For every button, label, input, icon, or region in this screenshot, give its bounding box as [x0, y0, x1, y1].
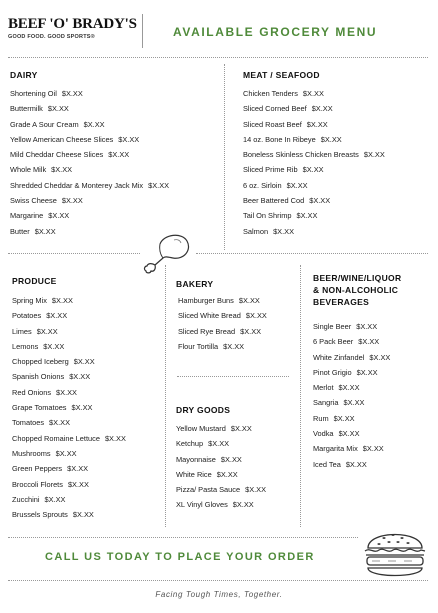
item-name: Chopped Romaine Lettuce: [12, 433, 100, 443]
item-name: Merlot: [313, 383, 334, 393]
item-name: Spring Mix: [12, 296, 47, 305]
section-title-line: & NON-ALCOHOLIC: [313, 285, 399, 295]
item-price: $X.XX: [208, 439, 230, 449]
item-name: Tomatoes: [12, 418, 45, 428]
item-price: $X.XX: [320, 134, 342, 144]
item-price: $X.XX: [51, 165, 73, 175]
item-price: $X.XX: [72, 510, 94, 520]
item-name: Butter: [10, 226, 30, 236]
item-name: Boneless Skinless Chicken Breasts: [243, 150, 359, 160]
list-item: [10, 101, 169, 116]
list-item: [243, 117, 385, 132]
list-item: [10, 86, 169, 101]
bakery-divider: [177, 376, 289, 377]
list-item: [176, 452, 266, 467]
item-price: $X.XX: [362, 444, 384, 454]
footer-rule: [8, 580, 428, 581]
item-name: XL Vinyl Gloves: [176, 500, 228, 510]
item-price: $X.XX: [49, 418, 70, 428]
list-item: [313, 350, 390, 365]
item-price: $X.XX: [55, 448, 77, 458]
dry-goods-list: [176, 421, 266, 513]
list-item: [243, 193, 385, 208]
item-price: $X.XX: [273, 226, 295, 236]
list-item: [243, 162, 385, 177]
list-item: [243, 132, 385, 147]
item-name: Swiss Cheese: [10, 196, 57, 206]
item-price: $X.XX: [296, 211, 318, 221]
list-item: [12, 324, 126, 339]
item-name: Shredded Cheddar & Monterey Jack Mix: [10, 180, 144, 190]
item-name: Margarita Mix: [313, 444, 358, 454]
list-item: [313, 319, 390, 334]
item-price: $X.XX: [73, 357, 95, 367]
item-price: $X.XX: [61, 89, 83, 98]
item-name: Sliced Rye Bread: [178, 326, 236, 336]
item-price: $X.XX: [104, 433, 126, 443]
list-item: [178, 324, 267, 339]
bakery-list: [178, 293, 267, 354]
item-name: Vodka: [313, 429, 334, 439]
item-name: Sliced Corned Beef: [243, 104, 307, 114]
column-divider: [165, 265, 166, 527]
section-title-line: BEER/WINE/LIQUOR: [313, 273, 402, 283]
item-price: $X.XX: [343, 398, 365, 408]
item-price: $X.XX: [61, 196, 83, 206]
section-title-produce: PRODUCE: [12, 276, 57, 286]
item-name: Rum: [313, 413, 329, 423]
item-name: Margarine: [10, 211, 44, 221]
list-item: [12, 446, 126, 461]
column-divider: [300, 265, 301, 527]
item-price: $X.XX: [333, 413, 355, 423]
item-price: $X.XX: [338, 429, 360, 439]
section-title-bakery: BAKERY: [176, 279, 214, 289]
item-name: Lemons: [12, 341, 39, 351]
item-name: Sliced Prime Rib: [243, 165, 298, 175]
item-price: $X.XX: [220, 454, 242, 464]
list-item: [178, 308, 267, 323]
item-name: Yellow American Cheese Slices: [10, 134, 114, 144]
section-title-dairy: DAIRY: [10, 70, 38, 80]
item-price: $X.XX: [34, 226, 56, 236]
list-item: [12, 293, 126, 308]
item-name: Whole Milk: [10, 165, 47, 175]
list-item: [178, 293, 267, 308]
item-name: Ketchup: [176, 439, 204, 449]
item-price: $X.XX: [67, 479, 89, 489]
item-name: Yellow Mustard: [176, 424, 226, 433]
list-item: [12, 431, 126, 446]
list-item: [176, 467, 266, 482]
list-item: [243, 101, 385, 116]
dairy-list: [10, 86, 169, 239]
item-price: $X.XX: [44, 494, 66, 504]
item-name: Chicken Tenders: [243, 89, 298, 98]
item-name: Single Beer: [313, 322, 352, 331]
item-price: $X.XX: [306, 119, 328, 129]
list-item: [243, 86, 385, 101]
footer-rule: [8, 537, 358, 538]
item-price: $X.XX: [230, 424, 252, 433]
item-price: $X.XX: [345, 459, 367, 469]
list-item: [313, 334, 390, 349]
item-name: Pinot Grigio: [313, 367, 352, 377]
item-name: Beer Battered Cod: [243, 196, 305, 206]
item-name: Hamburger Buns: [178, 296, 234, 305]
item-name: Sangria: [313, 398, 339, 408]
item-price: $X.XX: [56, 387, 77, 397]
section-rule: [196, 253, 428, 254]
list-item: [176, 436, 266, 451]
item-name: Mild Cheddar Cheese Slices: [10, 150, 104, 160]
item-name: Mayonnaise: [176, 454, 216, 464]
produce-list: [12, 293, 126, 522]
menu-title: AVAILABLE GROCERY MENU: [173, 25, 378, 39]
list-item: [10, 178, 169, 193]
item-name: Zucchini: [12, 494, 40, 504]
list-item: [313, 441, 390, 456]
section-title-beverages: [313, 272, 401, 308]
list-item: [10, 162, 169, 177]
logo-text: BEEF 'O' BRADY'S: [8, 16, 137, 32]
list-item: [10, 193, 169, 208]
list-item: [313, 426, 390, 441]
header-rule: [8, 57, 428, 58]
section-title-line: BEVERAGES: [313, 297, 370, 307]
item-price: $X.XX: [363, 150, 385, 160]
item-price: $X.XX: [238, 296, 260, 305]
meat-seafood-list: [243, 86, 385, 239]
section-title-dry-goods: DRY GOODS: [176, 405, 231, 415]
item-price: $X.XX: [67, 464, 89, 474]
list-item: [243, 178, 385, 193]
item-name: Grape Tomatoes: [12, 403, 67, 413]
item-price: $X.XX: [302, 165, 324, 175]
header-divider: [142, 14, 143, 48]
list-item: [10, 132, 169, 147]
item-price: $X.XX: [232, 500, 254, 510]
item-price: $X.XX: [69, 372, 91, 382]
item-name: Brussels Sprouts: [12, 510, 68, 520]
list-item: [313, 380, 390, 395]
item-name: Flour Tortilla: [178, 341, 219, 351]
logo-tagline: GOOD FOOD. GOOD SPORTS®: [8, 34, 95, 40]
item-name: White Zinfandel: [313, 352, 365, 362]
list-item: [243, 208, 385, 223]
list-item: [12, 354, 126, 369]
list-item: [10, 208, 169, 223]
item-name: Pizza/ Pasta Sauce: [176, 485, 241, 495]
list-item: [12, 507, 126, 522]
list-item: [176, 482, 266, 497]
item-price: $X.XX: [216, 469, 238, 479]
item-price: $X.XX: [356, 367, 378, 377]
list-item: [243, 147, 385, 162]
item-price: $X.XX: [48, 211, 70, 221]
list-item: [178, 339, 267, 354]
chicken-drumstick-icon: [140, 232, 192, 274]
item-name: Broccoli Florets: [12, 479, 63, 489]
section-rule: [8, 253, 140, 254]
column-divider: [224, 64, 225, 250]
item-price: $X.XX: [240, 326, 262, 336]
item-name: Salmon: [243, 226, 269, 236]
item-price: $X.XX: [118, 134, 140, 144]
beverages-list: [313, 319, 390, 472]
list-item: [313, 395, 390, 410]
item-price: $X.XX: [311, 104, 333, 114]
list-item: [243, 224, 385, 239]
item-price: $X.XX: [309, 196, 331, 206]
list-item: [12, 308, 126, 323]
item-price: $X.XX: [36, 326, 58, 336]
item-price: $X.XX: [148, 180, 170, 190]
list-item: [12, 369, 126, 384]
item-name: Limes: [12, 326, 32, 336]
item-name: Green Peppers: [12, 464, 63, 474]
list-item: [12, 385, 126, 400]
item-name: Buttermilk: [10, 104, 43, 114]
item-price: $X.XX: [302, 89, 324, 98]
item-name: Potatoes: [12, 311, 42, 321]
list-item: [10, 117, 169, 132]
item-name: 6 Pack Beer: [313, 337, 354, 347]
item-name: Mushrooms: [12, 448, 51, 458]
list-item: [176, 497, 266, 512]
list-item: [313, 411, 390, 426]
item-name: Iced Tea: [313, 459, 341, 469]
item-name: Tail On Shrimp: [243, 211, 292, 221]
list-item: [12, 339, 126, 354]
call-to-action: CALL US TODAY TO PLACE YOUR ORDER: [45, 551, 315, 563]
section-title-meat-seafood: MEAT / SEAFOOD: [243, 70, 320, 80]
item-price: $X.XX: [46, 311, 68, 321]
item-name: 14 oz. Bone In Ribeye: [243, 134, 316, 144]
item-price: $X.XX: [51, 296, 73, 305]
list-item: [12, 492, 126, 507]
list-item: [176, 421, 266, 436]
list-item: [313, 457, 390, 472]
item-price: $X.XX: [245, 311, 267, 321]
item-price: $X.XX: [358, 337, 380, 347]
list-item: [313, 365, 390, 380]
list-item: [12, 477, 126, 492]
item-price: $X.XX: [369, 352, 391, 362]
item-name: Grade A Sour Cream: [10, 119, 79, 129]
item-name: Sliced Roast Beef: [243, 119, 302, 129]
item-price: $X.XX: [83, 119, 105, 129]
item-price: $X.XX: [43, 341, 65, 351]
item-price: $X.XX: [286, 180, 308, 190]
item-name: Sliced White Bread: [178, 311, 241, 321]
footer-tagline: Facing Tough Times, Together.: [155, 590, 283, 599]
item-price: $X.XX: [108, 150, 130, 160]
list-item: [12, 461, 126, 476]
item-price: $X.XX: [245, 485, 267, 495]
item-price: $X.XX: [356, 322, 378, 331]
item-price: $X.XX: [47, 104, 69, 114]
list-item: [12, 415, 126, 430]
list-item: [10, 147, 169, 162]
item-price: $X.XX: [223, 341, 245, 351]
item-name: Red Onions: [12, 387, 52, 397]
item-name: 6 oz. Sirloin: [243, 180, 282, 190]
burger-icon: [360, 520, 430, 582]
item-name: Chopped Iceberg: [12, 357, 69, 367]
item-name: Spanish Onions: [12, 372, 65, 382]
item-name: Shortening Oil: [10, 89, 57, 98]
item-name: White Rice: [176, 469, 212, 479]
list-item: [12, 400, 126, 415]
brand-logo: [8, 16, 137, 40]
item-price: $X.XX: [338, 383, 360, 393]
item-price: $X.XX: [71, 403, 93, 413]
